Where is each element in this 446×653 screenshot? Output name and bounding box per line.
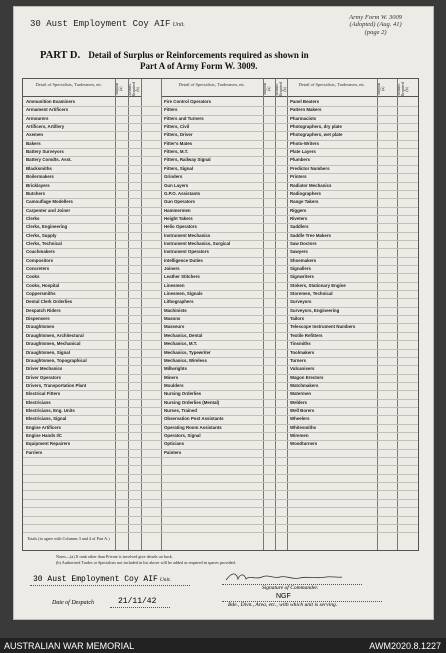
table-row-rule xyxy=(23,148,418,149)
col1-entry: Clerks, Engineering xyxy=(26,224,68,230)
col3-surplus-label: Surplus (a) xyxy=(376,82,385,96)
table-row-rule xyxy=(23,407,418,408)
col1-entry: Equipment Repairers xyxy=(26,441,71,447)
col2-entry: Intelligence Duties xyxy=(164,257,203,263)
form-number xyxy=(349,14,402,36)
col2-entry: Leather Stitchers xyxy=(164,274,200,280)
col1-entry: Engine Artificers xyxy=(26,424,61,430)
col3-entry: Sawyers xyxy=(290,249,308,255)
col2-entry: Instrument Mechanics xyxy=(164,232,211,238)
date-value: 21/11/42 xyxy=(118,597,157,606)
col2-entry: G.P.O. Assistants xyxy=(164,190,201,196)
col1-entry: Butchers xyxy=(26,190,46,196)
col2-header: Detail of Specialists, Tradesmen, etc. xyxy=(161,79,263,97)
col3-entry: Surveyors xyxy=(290,299,312,305)
col2-entry: Fire Control Operators xyxy=(164,99,212,104)
table-row-rule xyxy=(23,140,418,141)
col1-entry: Boilermakers xyxy=(26,174,54,180)
col3-entry: Textile Refitters xyxy=(290,332,323,338)
col1-entry: Cooks, Hospital xyxy=(26,282,60,288)
col3-entry: Watermen xyxy=(290,391,312,397)
table-row-rule xyxy=(23,123,418,124)
col2-entry: Helio Operators xyxy=(164,224,197,230)
ngf-typed: NGF xyxy=(276,593,291,600)
col2-entry: Opticians xyxy=(164,441,185,447)
form-number-line3: (page 2) xyxy=(364,28,387,36)
col1-entry: Armament Artificers xyxy=(26,107,69,113)
col2-entry: Instrument Operators xyxy=(164,249,209,255)
col2-entry: Miners xyxy=(164,374,179,380)
col2-entry: Painters xyxy=(164,449,182,455)
date-label: Date of Despatch xyxy=(52,600,94,606)
col3-entry: Telescope Instrument Numbers xyxy=(290,324,356,330)
col1-entry: Battery Surveyors xyxy=(26,149,64,155)
col2-entry: Joiners xyxy=(164,266,180,271)
title-part: PART D. xyxy=(40,50,81,61)
col2-entry: Fitters, Signal xyxy=(164,165,194,171)
table-row-rule xyxy=(23,190,418,191)
col1-entry: Electricians, Signal xyxy=(26,416,67,422)
col3-entry: Signwriters xyxy=(290,274,314,280)
table-row-rule xyxy=(23,340,418,341)
col2-entry: Mechanics, Typewriter xyxy=(164,349,211,355)
table-row-rule xyxy=(23,265,418,266)
footer-unit-typed: 30 Aust Employment Coy AIF xyxy=(33,575,158,584)
col3-entry: Surveyors, Engineering xyxy=(290,307,340,313)
table-row-rule xyxy=(23,273,418,274)
col3-entry: Photographers, wet plate xyxy=(290,132,343,138)
col1-entry: Dental Clerk Orderlies xyxy=(26,299,73,305)
col3-entry: Storemen, Technical xyxy=(290,291,333,297)
col2-entry: Hammermen xyxy=(164,207,191,213)
col3-entry: Stokers, Stationary Engine xyxy=(290,282,346,288)
footer-unit xyxy=(33,574,171,584)
col1-entry: Axemen xyxy=(26,132,44,138)
col1-header: Detail of Specialists, Tradesmen, etc. xyxy=(23,79,115,97)
col3-entry: Photo-Writers xyxy=(290,140,319,146)
col2-entry: Moulders xyxy=(164,382,184,388)
col1-entry: Dispensers xyxy=(26,316,50,322)
col3-entry: Pattern Makers xyxy=(290,107,322,113)
table-row-rule xyxy=(23,223,418,224)
col2-entry: Lithographers xyxy=(164,299,194,305)
col1-entry: Armourers xyxy=(26,115,49,121)
table-row-rule xyxy=(23,131,418,132)
col1-entry: Cooks xyxy=(26,274,40,280)
col3-entry: Predictor Numbers xyxy=(290,165,330,171)
table-row-rule xyxy=(23,490,418,491)
caption-right: AWM2020.8.1227 xyxy=(369,641,441,651)
col1-entry: Clerks xyxy=(26,215,40,221)
col3-entry: Turners xyxy=(290,357,307,363)
col2-entry: Fitters and Turners xyxy=(164,115,204,121)
col2-entry: Fitters xyxy=(164,107,178,113)
header-unit-typed: 30 Aust Employment Coy AIF xyxy=(30,19,171,29)
col2-entry: Masons xyxy=(164,316,181,322)
col2-entry: Instrument Mechanics, Surgical xyxy=(164,240,231,246)
col1-entry: Artificers, Artillery xyxy=(26,124,65,130)
col2-entry: Linesmen xyxy=(164,282,185,288)
table-row-rule xyxy=(23,173,418,174)
col2-entry: Machinists xyxy=(164,307,187,313)
col2-reinf-label: Reinfts. Required (b) xyxy=(274,81,287,97)
table-row-rule xyxy=(23,482,418,483)
col1-reinf-header xyxy=(128,79,141,97)
col2-entry: Millwrights xyxy=(164,366,187,372)
col2-entry: Height Takers xyxy=(164,215,193,221)
col3-entry: Radiator Mechanics xyxy=(290,182,332,188)
col3-entry: Welders xyxy=(290,399,308,405)
unit-line xyxy=(30,585,190,586)
col3-entry: Radiographers xyxy=(290,190,321,196)
col3-entry: Photographers, dry plate xyxy=(290,124,342,130)
col3-entry: Whitesmiths xyxy=(290,424,317,430)
specialists-table xyxy=(22,78,419,551)
table-row-rule xyxy=(23,106,418,107)
notes xyxy=(56,554,236,565)
table-row-rule xyxy=(23,282,418,283)
table-row-rule xyxy=(23,465,418,466)
col1-entry: Electricians xyxy=(26,399,51,405)
col1-entry: Coachmakers xyxy=(26,249,55,255)
col3-entry: Signallers xyxy=(290,266,311,271)
bde-label: Bde., Divn., Area, etc., with which unit is serving. xyxy=(228,602,338,608)
table-row-rule xyxy=(23,323,418,324)
col1-entry: Drivers, Transportation Plant xyxy=(26,382,87,388)
col2-surplus-label: Surplus (a) xyxy=(262,82,271,96)
table-row-rule xyxy=(23,215,418,216)
signature-caption: Signature of Commander. xyxy=(262,585,319,591)
col2-entry: Masseurs xyxy=(164,324,185,330)
table-row-rule xyxy=(23,499,418,500)
col3-entry: Riveters xyxy=(290,215,308,221)
table-row-rule xyxy=(23,457,418,458)
col1-entry: Clerks, Supply xyxy=(26,232,57,238)
table-row-rule xyxy=(23,156,418,157)
col3-entry: Woodturners xyxy=(290,441,318,447)
table-row-rule xyxy=(23,232,418,233)
table-row-rule xyxy=(23,290,418,291)
col2-entry: Nursing Orderlies (Mental) xyxy=(164,399,220,405)
date-line xyxy=(110,607,170,608)
col2-entry: Fitters, M.T. xyxy=(164,149,189,155)
table-row-rule xyxy=(23,165,418,166)
col2-entry: Gun Operators xyxy=(164,199,195,205)
col2-entry: Gun Layers xyxy=(164,182,189,188)
table-row-rule xyxy=(23,449,418,450)
col2-entry: Nursing Orderlies xyxy=(164,391,202,397)
col1-entry: Draughtsmen, Topographical xyxy=(26,357,87,363)
col3-entry: Plate Layers xyxy=(290,149,316,155)
title-text1: Detail of Surplus or Reinforcements required as shown in xyxy=(88,50,309,60)
col1-entry: Engine Hands I/C xyxy=(26,433,63,438)
col1-entry: Battery Comdts. Asst. xyxy=(26,157,72,163)
col1-entry: Driver Operators xyxy=(26,374,61,380)
footer-unit-label: Unit. xyxy=(159,577,171,583)
table-row-rule xyxy=(23,432,418,433)
table-row-rule xyxy=(23,532,418,533)
col1-entry: Ammunition Examiners xyxy=(26,99,76,104)
commander-signature xyxy=(222,571,344,583)
form-number-line1: Army Form W. 3009 xyxy=(349,14,402,21)
table-row-rule xyxy=(23,115,418,116)
col2-entry: Fitters, Driver xyxy=(164,132,193,138)
col3-entry: Shoemakers xyxy=(290,257,317,263)
table-row-rule xyxy=(23,198,418,199)
col3-entry: Well Borers xyxy=(290,407,315,413)
col1-entry: Draughtsmen, Architectural xyxy=(26,332,84,338)
col3-entry: Toolmakers xyxy=(290,349,315,355)
col3-reinf-label: Reinfts. Required (b) xyxy=(396,81,409,97)
col3-entry: Panel Beaters xyxy=(290,99,320,104)
col2-entry: Fitters, Civil xyxy=(164,124,190,130)
note-b: (b) Authorised Trades or Specialists not included in list above will be added as required in spaces provided. xyxy=(56,559,236,565)
col2-reinf-header xyxy=(275,79,287,97)
col1-entry: Clerks, Technical xyxy=(26,240,62,246)
form-number-line2: (Adopted) (Aug. 41) xyxy=(349,21,402,29)
col1-entry: Blacksmiths xyxy=(26,165,52,171)
col3-entry: Tinsmiths xyxy=(290,341,311,347)
col1-reinf-label: Reinfts. Required (b) xyxy=(127,81,140,97)
table-row-rule xyxy=(23,307,418,308)
caption-left: AUSTRALIAN WAR MEMORIAL xyxy=(4,641,135,651)
table-row-rule xyxy=(23,298,418,299)
col3-entry: Wagon Erectors xyxy=(290,374,324,380)
col2-entry: Mechanics, Wireless xyxy=(164,357,207,363)
col2-entry: Fitters, Railway Signal xyxy=(164,157,211,163)
table-row-rule xyxy=(23,399,418,400)
col3-surplus-header xyxy=(377,79,397,97)
col1-entry: Despatch Riders xyxy=(26,307,61,313)
col1-surplus-label: Surplus (a) xyxy=(114,82,123,96)
col2-entry: Operating Room Assistants xyxy=(164,424,222,430)
col1-entry: Draughtsmen, Mechanical xyxy=(26,341,81,347)
title-line1 xyxy=(40,50,309,61)
col1-entry: Bakers xyxy=(26,140,41,146)
col2-entry: Mechanics, Dental xyxy=(164,332,203,338)
col3-entry: Wiremen xyxy=(290,433,309,438)
table-row-rule xyxy=(23,524,418,525)
col1-entry: Draughtsmen xyxy=(26,324,55,330)
col2-entry: Observation Post Assistants xyxy=(164,416,224,422)
col1-entry: Electrical Fitters xyxy=(26,391,61,397)
col2-entry: Mechanics, M.T. xyxy=(164,341,198,347)
table-row-rule xyxy=(23,349,418,350)
table-row-rule xyxy=(23,315,418,316)
col1-entry: Compositors xyxy=(26,257,54,263)
col2-entry: Grinders xyxy=(164,174,183,180)
table-row-rule xyxy=(23,248,418,249)
col3-header: Detail of Specialists, Tradesmen, etc. xyxy=(287,79,377,97)
col3-entry: Vulcanisers xyxy=(290,366,315,372)
table-row-rule xyxy=(23,507,418,508)
table-row-rule xyxy=(23,516,418,517)
totals-label: Totals (to agree with Columns 3 and 4 of Part A.) xyxy=(27,536,110,541)
col3-entry: Watchmakers xyxy=(290,382,319,388)
col1-entry: Farriers xyxy=(26,449,43,455)
col2-entry: Linesmen, Signals xyxy=(164,291,203,297)
col1-entry: Draughtsmen, Signal xyxy=(26,349,70,355)
col1-entry: Bricklayers xyxy=(26,182,50,188)
col1-entry: Driver Mechanics xyxy=(26,366,63,372)
header-unit xyxy=(30,18,185,29)
col3-entry: Wheelers xyxy=(290,416,310,422)
table-row-rule xyxy=(23,257,418,258)
col3-entry: Riggers xyxy=(290,207,307,213)
col1-entry: Concreters xyxy=(26,266,50,271)
table-row-rule xyxy=(23,390,418,391)
table-row-rule xyxy=(23,182,418,183)
table-row-rule xyxy=(23,365,418,366)
table-row-rule xyxy=(23,374,418,375)
col3-reinf-header xyxy=(397,79,418,97)
table-row-rule xyxy=(23,440,418,441)
col3-entry: Plumbers xyxy=(290,157,311,163)
header-unit-label: Unit. xyxy=(172,22,185,28)
col3-entry: Pharmacists xyxy=(290,115,317,121)
table-row-rule xyxy=(23,474,418,475)
col3-entry: Printers xyxy=(290,174,307,180)
col1-entry: Carpenter and Joiner xyxy=(26,207,71,213)
title-line2: Part A of Army Form W. 3009. xyxy=(140,61,258,71)
col1-entry: Electricians, Eng. Units xyxy=(26,407,75,413)
col2-entry: Nurses, Trained xyxy=(164,407,197,413)
col1-entry: Camouflage Modellers xyxy=(26,199,73,205)
table-row-rule xyxy=(23,207,418,208)
col1-entry: Coppersmiths xyxy=(26,291,56,297)
col2-entry: Fitter's Mates xyxy=(164,140,193,146)
note-a: Notes—(a) If rank other than Private is involved give details on back. xyxy=(56,554,173,559)
col3-entry: Tailors xyxy=(290,316,305,322)
col3-entry: Saddlers xyxy=(290,224,309,230)
col3-entry: Saddle Tree Makers xyxy=(290,232,332,238)
col3-entry: Range Takers xyxy=(290,199,319,205)
col3-entry: Saw Doctors xyxy=(290,240,317,246)
col2-entry: Operators, Signal xyxy=(164,433,201,438)
